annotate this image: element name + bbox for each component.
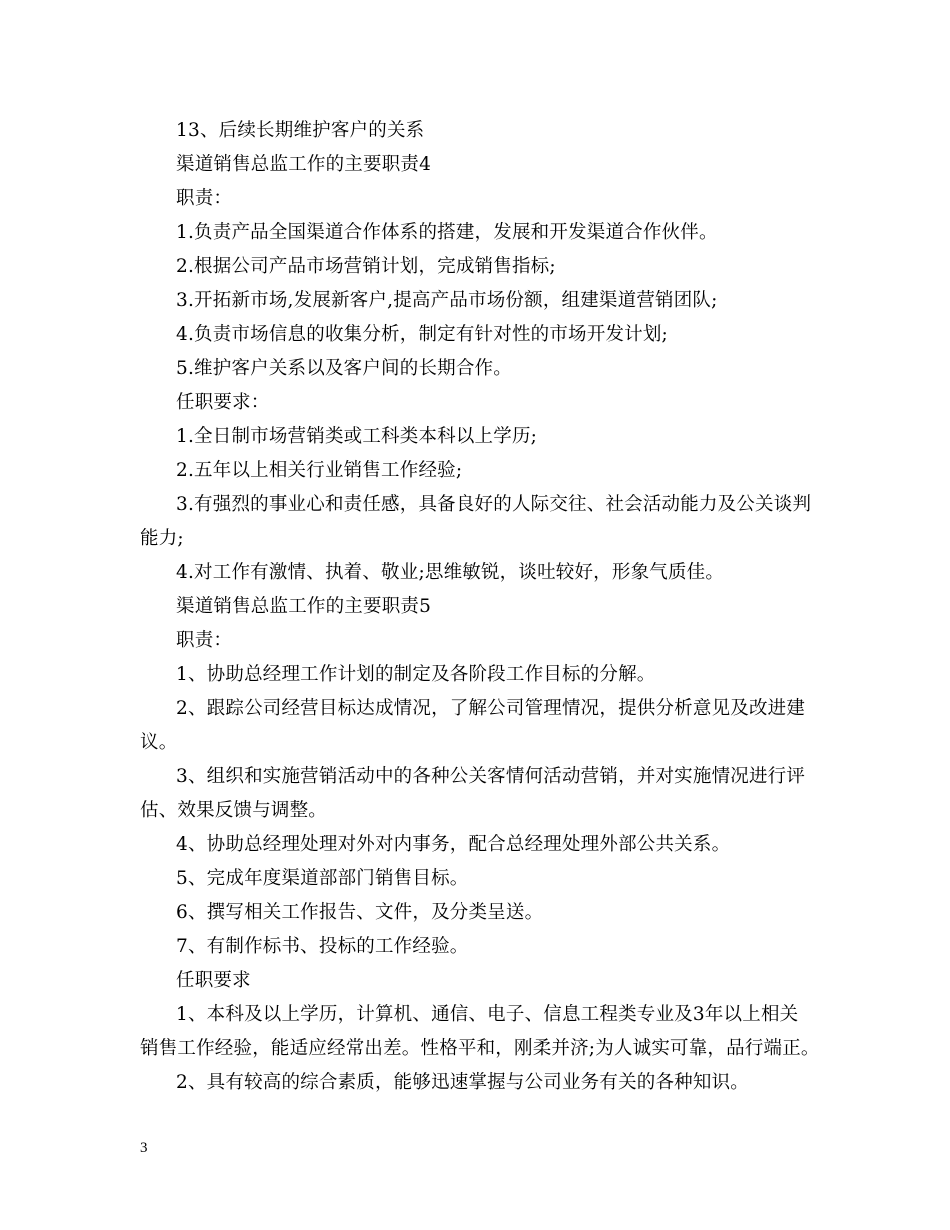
- text-line: 职责：: [176, 630, 233, 651]
- text-line: 估、效果反馈与调整。: [140, 800, 328, 821]
- text-line: 1、协助总经理工作计划的制定及各阶段工作目标的分解。: [176, 664, 656, 685]
- text-line: 任职要求：: [176, 392, 270, 413]
- page-number: 3: [140, 1140, 148, 1156]
- text-line: 5、完成年度渠道部部门销售目标。: [176, 868, 469, 889]
- text-line: 4.负责市场信息的收集分析，制定有针对性的市场开发计划;: [176, 324, 668, 345]
- text-line: 4.对工作有激情、执着、敬业;思维敏锐，谈吐较好，形象气质佳。: [176, 562, 725, 583]
- text-line: 销售工作经验，能适应经常出差。性格平和，刚柔并济;为人诚实可靠，品行端正。: [140, 1038, 820, 1059]
- text-line: 5.维护客户关系以及客户间的长期合作。: [176, 358, 512, 379]
- text-line: 1.负责产品全国渠道合作体系的搭建，发展和开发渠道合作伙伴。: [176, 222, 718, 243]
- text-line: 13、后续长期维护客户的关系: [176, 120, 425, 141]
- text-line: 2.五年以上相关行业销售工作经验;: [176, 460, 463, 481]
- text-line: 3.开拓新市场,发展新客户,提高产品市场份额，组建渠道营销团队;: [176, 290, 718, 311]
- text-line: 1.全日制市场营销类或工科类本科以上学历;: [176, 426, 538, 447]
- text-line: 2.根据公司产品市场营销计划，完成销售指标;: [176, 256, 556, 277]
- text-line: 6、撰写相关工作报告、文件，及分类呈送。: [176, 902, 544, 923]
- text-line: 能力;: [140, 528, 184, 549]
- text-line: 7、有制作标书、投标的工作经验。: [176, 936, 469, 957]
- text-line: 3、组织和实施营销活动中的各种公关客情何活动营销，并对实施情况进行评: [176, 766, 806, 787]
- text-line: 3.有强烈的事业心和责任感，具备良好的人际交往、社会活动能力及公关谈判: [176, 494, 812, 515]
- text-line: 4、协助总经理处理对外对内事务，配合总经理处理外部公共关系。: [176, 834, 731, 855]
- document-body: [140, 114, 820, 1100]
- text-line: 渠道销售总监工作的主要职责4: [176, 154, 432, 175]
- text-line: 2、跟踪公司经营目标达成情况，了解公司管理情况，提供分析意见及改进建: [176, 698, 806, 719]
- text-line: 2、具有较高的综合素质，能够迅速掌握与公司业务有关的各种知识。: [176, 1072, 749, 1093]
- text-line: 渠道销售总监工作的主要职责5: [176, 596, 432, 617]
- text-line: 职责：: [176, 188, 233, 209]
- text-line: 1、本科及以上学历，计算机、通信、电子、信息工程类专业及3年以上相关: [176, 1004, 799, 1025]
- text-line: 任职要求: [176, 970, 251, 991]
- text-line: 议。: [140, 732, 178, 753]
